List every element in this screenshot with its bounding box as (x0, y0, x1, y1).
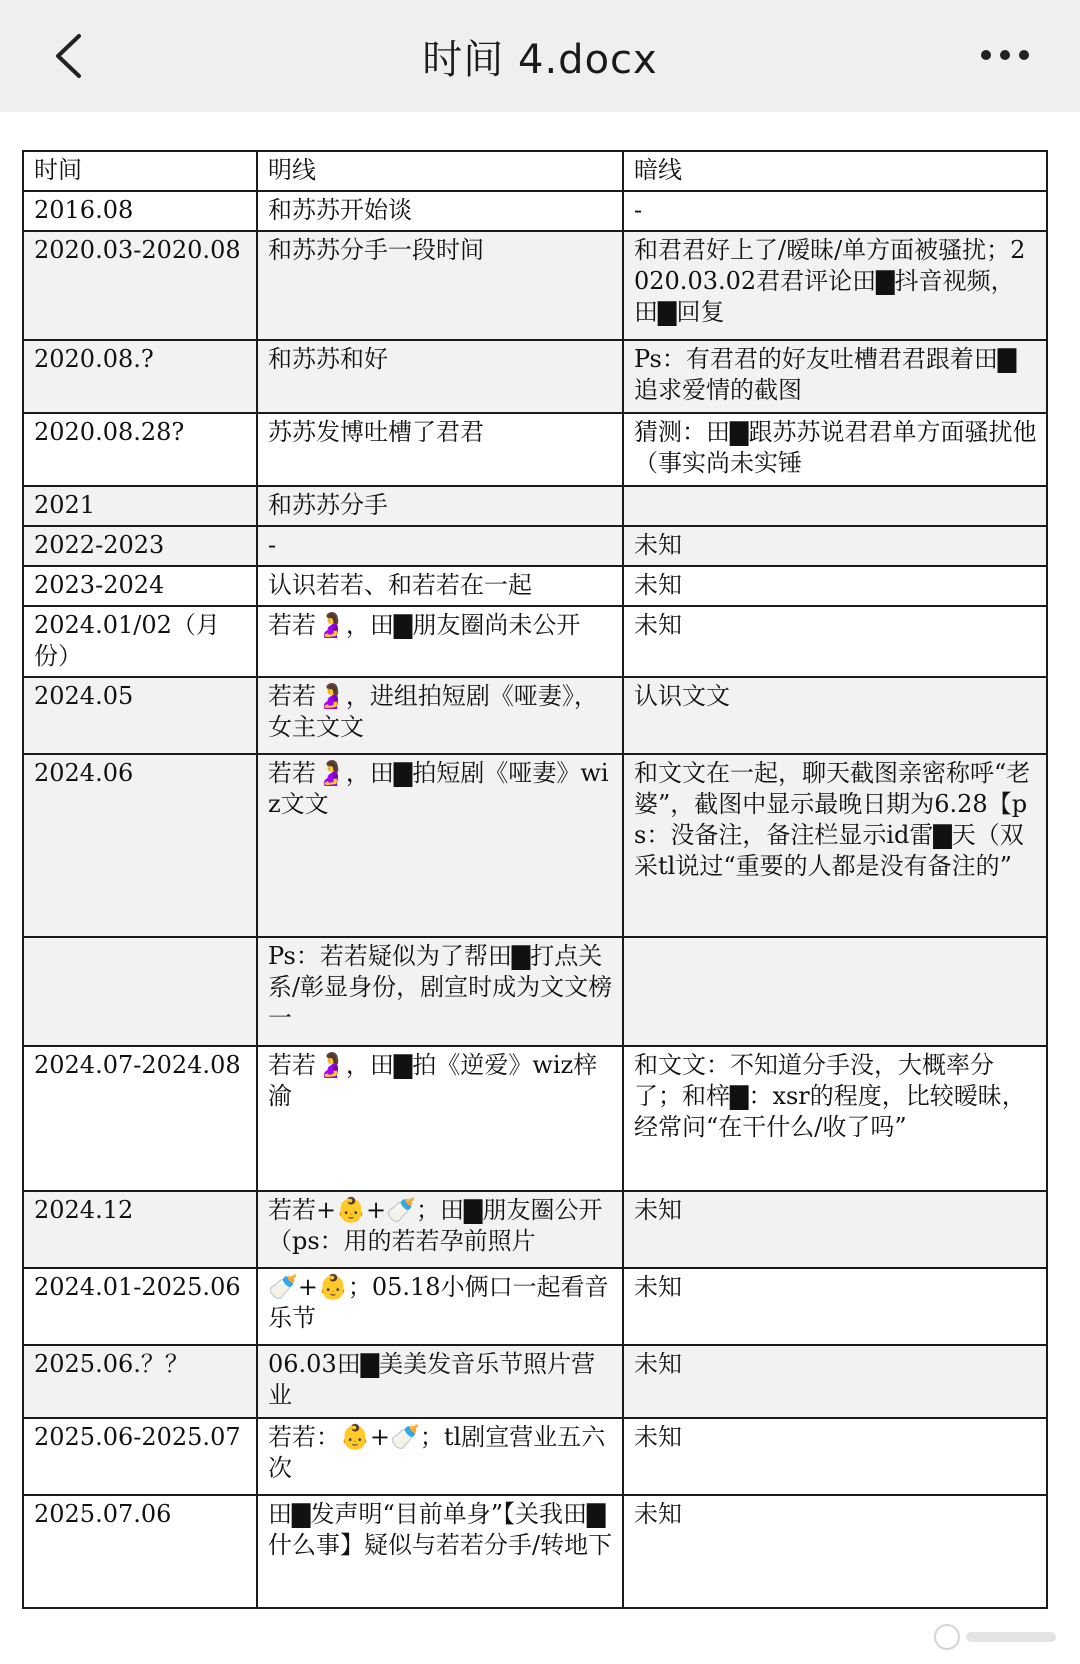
cell-main: Ps：若若疑似为了帮田▇打点关系/彰显身份，剧宣时成为文文榜一 (257, 937, 623, 1046)
table-row (23, 1046, 1047, 1191)
cell-main: 🍼+👶；05.18小俩口一起看音乐节 (257, 1268, 623, 1345)
cell-hidden: Ps：有君君的好友吐槽君君跟着田▇追求爱情的截图 (623, 340, 1047, 413)
table-row (23, 1268, 1047, 1345)
cell-main: 和苏苏开始谈 (257, 191, 623, 231)
column-header-hidden: 暗线 (623, 151, 1047, 191)
cell-main: 若若🤰，田▇朋友圈尚未公开 (257, 606, 623, 677)
cell-main: 苏苏发博吐槽了君君 (257, 413, 623, 486)
cell-time: 2024.01-2025.06 (23, 1268, 257, 1345)
cell-hidden: 猜测：田▇跟苏苏说君君单方面骚扰他（事实尚未实锤 (623, 413, 1047, 486)
table-row (23, 606, 1047, 677)
cell-time: 2016.08 (23, 191, 257, 231)
cell-main: 若若🤰，田▇拍短剧《哑妻》wiz文文 (257, 754, 623, 937)
cell-hidden: 和文文：不知道分手没，大概率分了；和梓▇：xsr的程度，比较暧昧，经常问“在干什么/收了吗” (623, 1046, 1047, 1191)
cell-time: 2024.01/02（月份） (23, 606, 257, 677)
cell-time: 2025.06.？？ (23, 1345, 257, 1418)
back-button[interactable] (40, 26, 96, 86)
table-row (23, 1191, 1047, 1268)
table-row (23, 231, 1047, 340)
cell-time: 2020.03-2020.08 (23, 231, 257, 340)
cell-hidden: 未知 (623, 1345, 1047, 1418)
cell-time: 2024.05 (23, 677, 257, 754)
cell-hidden (623, 486, 1047, 526)
cell-main: - (257, 526, 623, 566)
table-row (23, 1495, 1047, 1608)
cell-hidden: 和君君好上了/暧昧/单方面被骚扰；2020.03.02君君评论田▇抖音视频，田▇回复 (623, 231, 1047, 340)
cell-hidden: 和文文在一起，聊天截图亲密称呼“老婆”，截图中显示最晚日期为6.28【ps：没备注，备注栏显示id雷▇天（双采tl说过“重要的人都是没有备注的” (623, 754, 1047, 937)
cell-main: 若若：👶+🍼；tl剧宣营业五六次 (257, 1418, 623, 1495)
table-row (23, 566, 1047, 606)
cell-main: 和苏苏和好 (257, 340, 623, 413)
cell-time (23, 937, 257, 1046)
cell-time: 2024.06 (23, 754, 257, 937)
column-header-time: 时间 (23, 151, 257, 191)
document-body (22, 150, 1046, 1609)
table-header-row (23, 151, 1047, 191)
cell-hidden: 认识文文 (623, 677, 1047, 754)
more-dots-icon (980, 49, 1030, 61)
cell-main: 和苏苏分手一段时间 (257, 231, 623, 340)
table-row (23, 191, 1047, 231)
cell-time: 2024.07-2024.08 (23, 1046, 257, 1191)
cell-time: 2022-2023 (23, 526, 257, 566)
cell-time: 2020.08.? (23, 340, 257, 413)
table-row (23, 486, 1047, 526)
table-row (23, 340, 1047, 413)
cell-hidden: - (623, 191, 1047, 231)
table-row (23, 937, 1047, 1046)
cell-main: 若若+👶+🍼；田▇朋友圈公开（ps：用的若若孕前照片 (257, 1191, 623, 1268)
cell-time: 2021 (23, 486, 257, 526)
cell-time: 2020.08.28? (23, 413, 257, 486)
document-title: 时间 4.docx (422, 36, 658, 83)
cell-time: 2023-2024 (23, 566, 257, 606)
cell-hidden: 未知 (623, 1268, 1047, 1345)
watermark (934, 1624, 1056, 1650)
cell-hidden (623, 937, 1047, 1046)
watermark-bar (966, 1632, 1056, 1642)
table-row (23, 413, 1047, 486)
watermark-logo-icon (934, 1624, 960, 1650)
cell-hidden: 未知 (623, 1418, 1047, 1495)
cell-hidden: 未知 (623, 526, 1047, 566)
cell-main: 和苏苏分手 (257, 486, 623, 526)
cell-time: 2025.07.06 (23, 1495, 257, 1608)
table-row (23, 677, 1047, 754)
cell-hidden: 未知 (623, 606, 1047, 677)
cell-hidden: 未知 (623, 1191, 1047, 1268)
cell-main: 田▇发声明“目前单身”【关我田▇什么事】疑似与若若分手/转地下 (257, 1495, 623, 1608)
timeline-table (22, 150, 1048, 1609)
table-row (23, 1345, 1047, 1418)
table-row (23, 526, 1047, 566)
cell-time: 2024.12 (23, 1191, 257, 1268)
table-row (23, 1418, 1047, 1495)
cell-hidden: 未知 (623, 566, 1047, 606)
cell-time: 2025.06-2025.07 (23, 1418, 257, 1495)
cell-main: 认识若若、和若若在一起 (257, 566, 623, 606)
column-header-main: 明线 (257, 151, 623, 191)
chevron-left-icon (53, 33, 83, 79)
cell-hidden: 未知 (623, 1495, 1047, 1608)
cell-main: 06.03田▇美美发音乐节照片营业 (257, 1345, 623, 1418)
app-header (0, 0, 1080, 112)
cell-main: 若若🤰，田▇拍《逆爱》wiz梓渝 (257, 1046, 623, 1191)
table-row (23, 754, 1047, 937)
cell-main: 若若🤰，进组拍短剧《哑妻》，女主文文 (257, 677, 623, 754)
more-options-button[interactable] (970, 30, 1040, 80)
